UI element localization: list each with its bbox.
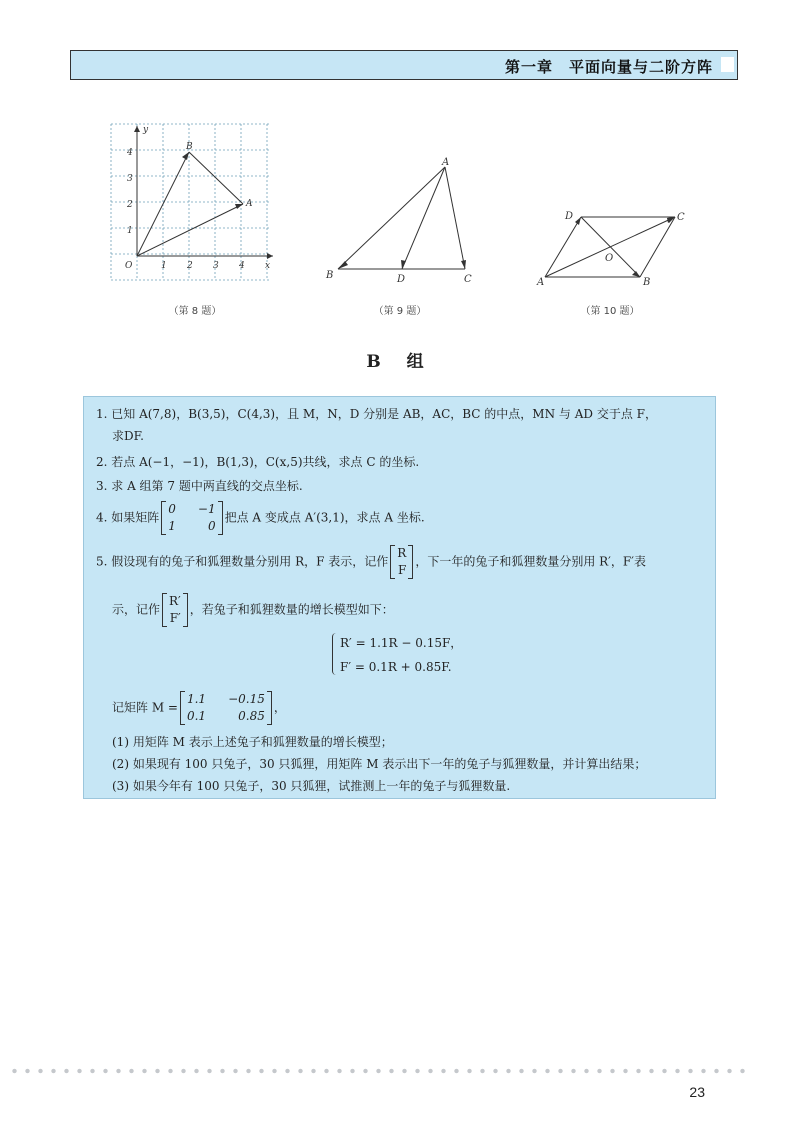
fig8-ytick: 2	[127, 200, 133, 210]
problem-5-sub-3: (3) 如果今年有 100 只兔子，30 只狐狸，试推测上一年的兔子与狐狸数量.	[112, 779, 511, 793]
fig8-point-a: A	[246, 199, 253, 209]
fig9-caption: （第 9 题）	[373, 306, 427, 317]
fig9-point-a: A	[442, 157, 450, 168]
figure-8	[105, 118, 280, 293]
problem-4	[96, 501, 425, 535]
fig8-origin-label: O	[125, 261, 133, 271]
matrix-m: 1.1 −0.15 0.1 0.85	[180, 691, 272, 725]
fig8-x-label: x	[265, 261, 271, 271]
fig10-point-o: O	[605, 253, 614, 264]
vector-rf: R F	[390, 545, 413, 579]
figure-10	[535, 205, 695, 290]
equation-1: R′ = 1.1R − 0.15F，	[340, 636, 463, 650]
fig9-point-d: D	[397, 274, 406, 285]
fig10-point-d: D	[565, 211, 574, 222]
problem-5-sub-2: (2) 如果现有 100 只兔子，30 只狐狸，用矩阵 M 表示出下一年的兔子与狐狸数量，并计算出结果；	[112, 757, 647, 771]
problem-2: 2. 若点 A(−1，−1)，B(1,3)，C(x,5)共线，求点 C 的坐标.	[96, 455, 420, 469]
vector-rf-prime: R′ F′	[162, 593, 188, 627]
problem-4-matrix: 0 −1 1 0	[161, 501, 222, 535]
problem-3: 3. 求 A 组第 7 题中两直线的交点坐标.	[96, 479, 303, 493]
fig8-point-b: B	[186, 142, 193, 152]
problem-5-line-1: 5. 假设现有的兔子和狐狸数量分别用 R，F 表示，记作 R F ，下一年的兔子和狐狸数量分别用 R′，F′表	[96, 546, 646, 577]
fig8-xtick: 1	[161, 261, 167, 271]
problem-4-pre: 4. 如果矩阵	[96, 510, 160, 525]
growth-equations	[340, 631, 462, 679]
fig8-xtick: 4	[239, 261, 245, 271]
problem-4-post: 把点 A 变成点 A′(3,1)，求点 A 坐标.	[224, 510, 425, 525]
fig9-point-c: C	[464, 274, 472, 285]
page-number: 23	[689, 1084, 705, 1100]
footer-dotted-rule	[8, 1068, 748, 1074]
fig8-xtick: 3	[213, 261, 219, 271]
problem-panel	[83, 396, 716, 799]
fig8-caption: （第 8 题）	[168, 306, 222, 317]
fig10-point-a: A	[537, 277, 545, 288]
section-title: B 组	[366, 352, 434, 372]
chapter-header	[70, 50, 738, 80]
problem-1-line-1: 1. 已知 A(7,8)，B(3,5)，C(4,3)，且 M，N，D 分别是 AB，AC，BC 的中点，MN 与 AD 交于点 F，	[96, 407, 657, 421]
fig8-ytick: 1	[127, 226, 133, 236]
fig8-ytick: 3	[127, 174, 133, 184]
fig9-point-b: B	[326, 270, 334, 281]
problem-5-sub-1: (1) 用矩阵 M 表示上述兔子和狐狸数量的增长模型；	[112, 735, 393, 749]
fig10-caption: （第 10 题）	[580, 306, 640, 317]
matrix-m-definition: 记矩阵 M = 1.1 −0.15 0.1 0.85 ，	[112, 692, 286, 723]
problem-5-line-2: 示，记作 R′ F′ ，若兔子和狐狸数量的增长模型如下：	[112, 594, 394, 625]
equation-2: F′ = 0.1R + 0.85F.	[340, 660, 452, 674]
fig10-point-b: B	[643, 277, 651, 288]
header-corner-box	[721, 57, 734, 72]
fig8-ytick: 4	[127, 148, 133, 158]
problem-1-line-2: 求DF.	[112, 429, 144, 443]
equation-brace	[332, 633, 339, 675]
figure-9	[320, 155, 485, 285]
fig8-y-label: y	[143, 125, 149, 135]
chapter-title: 第一章 平面向量与二阶方阵	[504, 58, 713, 76]
fig8-xtick: 2	[187, 261, 193, 271]
fig10-point-c: C	[677, 212, 685, 223]
